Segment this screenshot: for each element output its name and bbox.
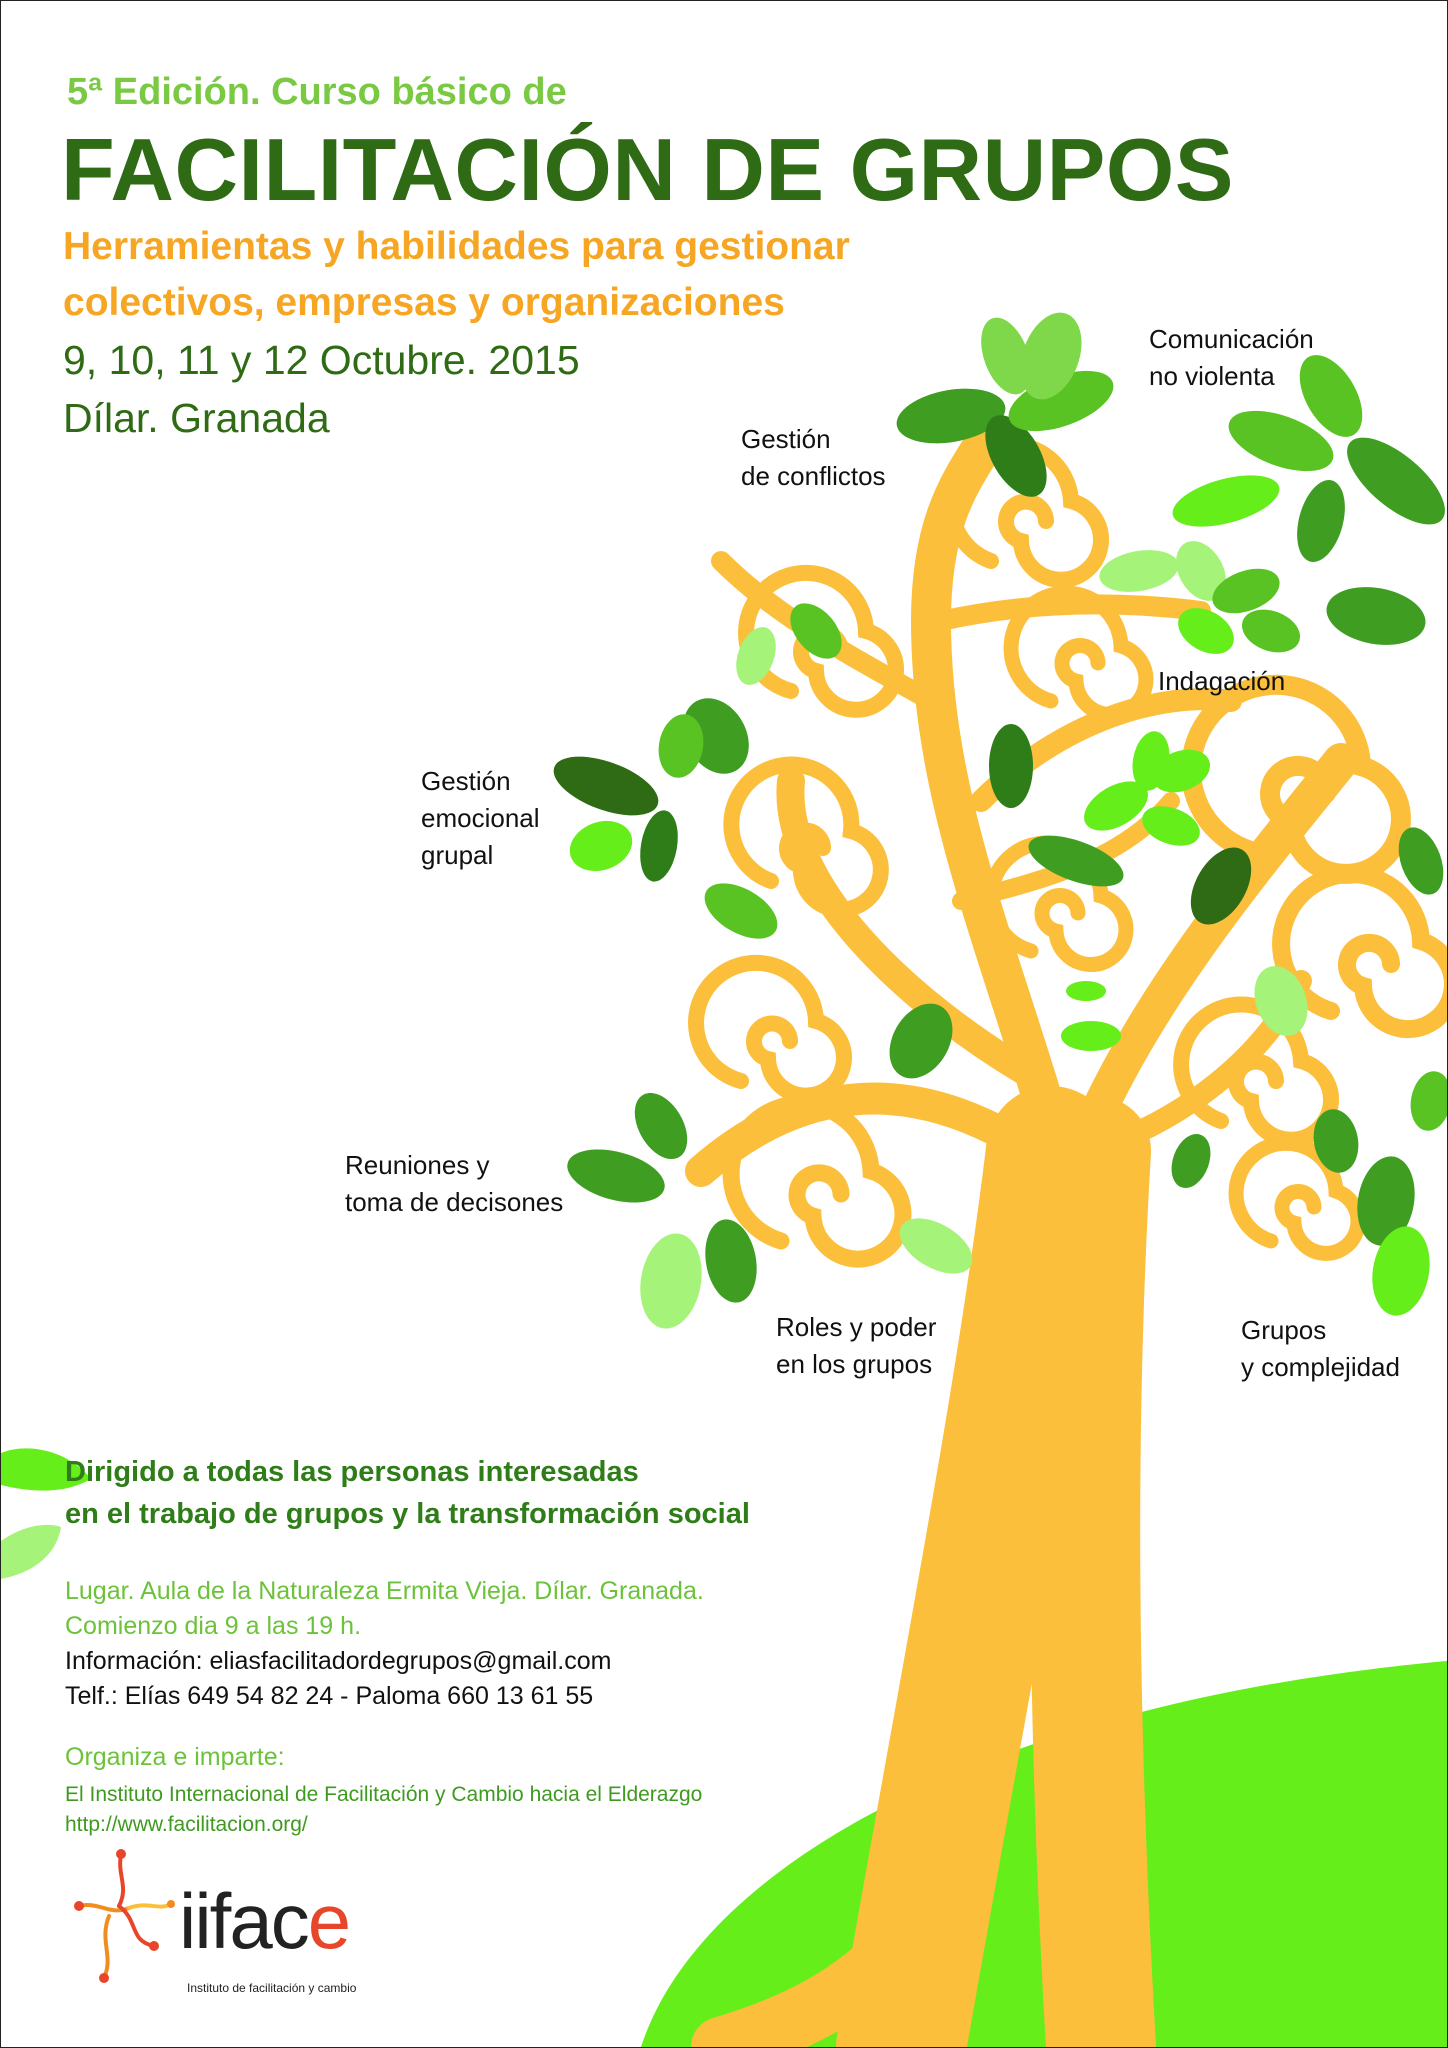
- topic-indagacion: [1158, 663, 1285, 700]
- spiral: [731, 765, 880, 910]
- contact-email[interactable]: Información: eliasfacilitadordegrupos@gmail.com: [65, 1647, 612, 1675]
- spiral: [696, 963, 844, 1096]
- topic-line: Comunicación: [1149, 324, 1314, 354]
- subtitle-line-1: Herramientas y habilidades para gestionar: [63, 225, 850, 268]
- branch: [941, 604, 1201, 621]
- topic-line: grupal: [421, 840, 494, 870]
- audience-statement: [65, 1451, 750, 1535]
- topic-line: emocional: [421, 803, 540, 833]
- topic-line: Indagación: [1158, 666, 1286, 696]
- event-location: Dílar. Granada: [63, 395, 330, 441]
- topic-line: no violenta: [1149, 361, 1275, 391]
- organizer-url[interactable]: http://www.facilitacion.org/: [65, 1813, 308, 1836]
- topic-line: Reuniones y: [345, 1150, 490, 1180]
- logo-text: iiface: [179, 1877, 350, 1965]
- start-time: Comienzo dia 9 a las 19 h.: [65, 1612, 362, 1640]
- topic-line: Grupos: [1241, 1315, 1327, 1345]
- topic-conflictos: [741, 421, 886, 495]
- topic-line: de conflictos: [741, 461, 886, 491]
- event-dates: 9, 10, 11 y 12 Octubre. 2015: [63, 337, 580, 383]
- subtitle: [63, 219, 850, 331]
- audience-line-1: Dirigido a todas las personas interesadas: [65, 1456, 639, 1488]
- venue-info: [65, 1574, 704, 1644]
- event-info: [63, 331, 580, 447]
- topic-line: en los grupos: [776, 1349, 933, 1379]
- topic-gestion-emocional: [421, 763, 540, 874]
- organizer-name: El Instituto Internacional de Facilitación y Cambio hacia el Elderazgo: [65, 1783, 703, 1806]
- topic-line: toma de decisones: [345, 1187, 564, 1217]
- logo-tagline: Instituto de facilitación y cambio: [187, 1981, 357, 1995]
- topic-line: Gestión: [741, 424, 831, 454]
- venue-place: Lugar. Aula de la Naturaleza Ermita Vieja. Dílar. Granada.: [65, 1577, 704, 1605]
- contact-info: [65, 1644, 611, 1714]
- subtitle-line-2: colectivos, empresas y organizaciones: [63, 281, 785, 324]
- organizer-info: [65, 1780, 702, 1840]
- spiral: [1181, 1004, 1331, 1139]
- topic-reuniones: [345, 1147, 563, 1221]
- audience-line-2: en el trabajo de grupos y la transformación social: [65, 1498, 750, 1530]
- iiface-logo-icon: [59, 1846, 179, 1986]
- edge-leaf: [1, 1525, 61, 1579]
- contact-phone: Telf.: Elías 649 54 82 24 - Paloma 660 13 61 55: [65, 1682, 594, 1710]
- spiral: [731, 1104, 903, 1259]
- organizer-label: Organiza e imparte:: [65, 1743, 285, 1771]
- logo-wordmark: [179, 1877, 350, 1965]
- topic-roles: [776, 1309, 936, 1383]
- topic-complejidad: [1241, 1312, 1400, 1386]
- topic-line: Roles y poder: [776, 1312, 937, 1342]
- spiral: [1191, 685, 1401, 874]
- topic-line: y complejidad: [1241, 1352, 1400, 1382]
- topic-line: Gestión: [421, 766, 511, 796]
- tree-trunk-right: [1085, 1151, 1101, 2047]
- topic-comunicacion: [1149, 321, 1314, 395]
- edition-line: 5ª Edición. Curso básico de: [67, 71, 567, 113]
- page-title: FACILITACIÓN DE GRUPOS: [61, 120, 1234, 219]
